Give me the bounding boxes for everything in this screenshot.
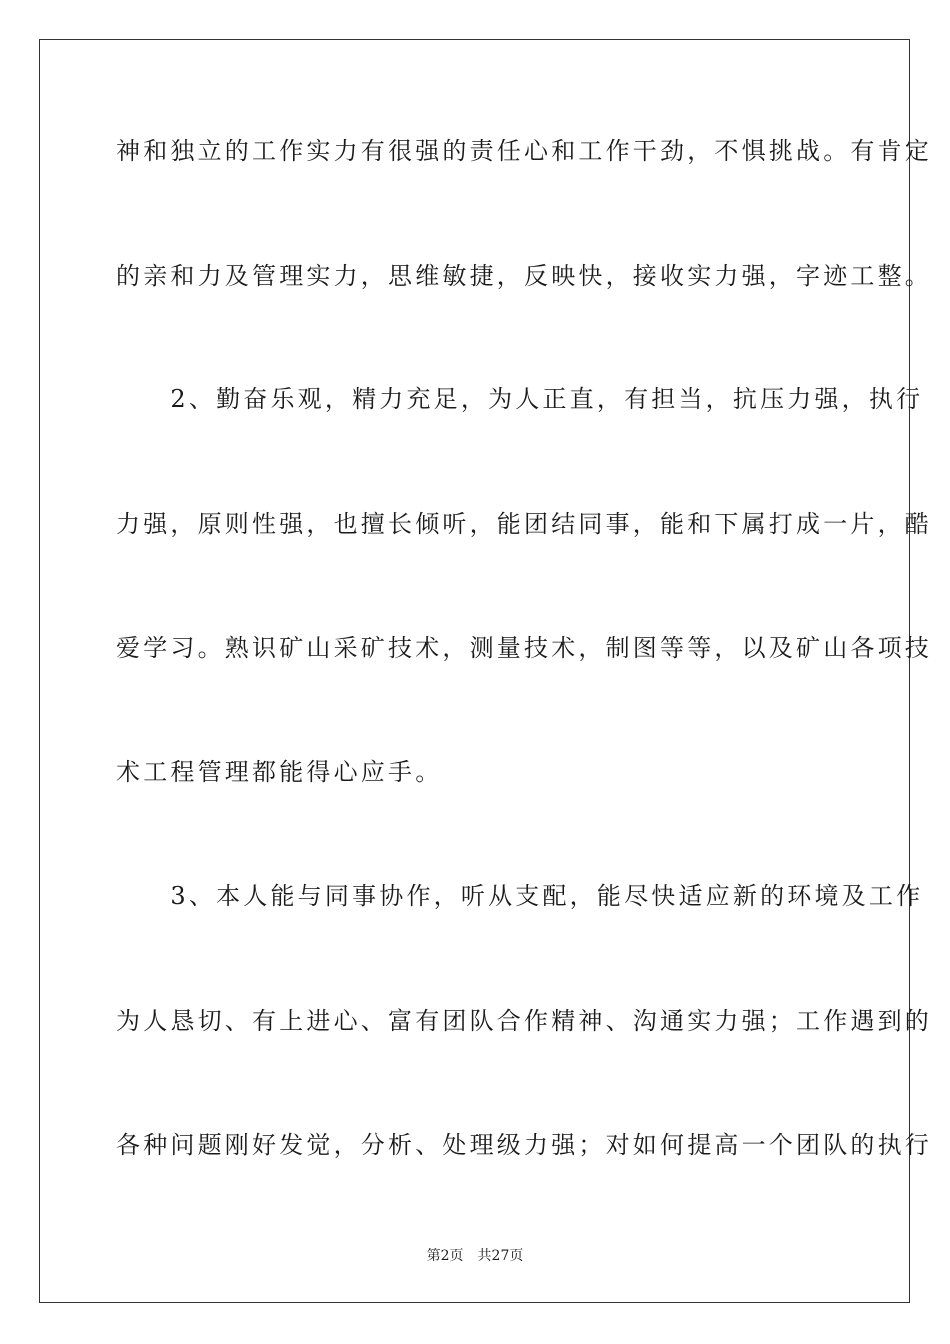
page-border <box>39 39 932 1303</box>
body-text-line-9: 各种问题刚好发觉，分析、处理级力强；对如何提高一个团队的执行 <box>116 1131 932 1159</box>
body-text-line-4: 力强，原则性强，也擅长倾听，能团结同事，能和下属打成一片，酷 <box>116 510 932 538</box>
current-page-number: 第2页 <box>426 1248 464 1264</box>
body-text-line-7: 3、本人能与同事协作，听从支配，能尽快适应新的环境及工作 <box>116 882 924 910</box>
body-text-line-2: 的亲和力及管理实力，思维敏捷，反映快，接收实力强，字迹工整。 <box>116 262 932 290</box>
body-text-line-6: 术工程管理都能得心应手。 <box>116 758 443 786</box>
body-text-line-3: 2、勤奋乐观，精力充足，为人正直，有担当，抗压力强，执行 <box>116 385 924 413</box>
body-text-line-8: 为人恳切、有上进心、富有团队合作精神、沟通实力强；工作遇到的 <box>116 1007 932 1035</box>
body-text-line-1: 神和独立的工作实力有很强的责任心和工作干劲，不惧挑战。有肯定 <box>116 137 932 165</box>
total-page-count: 共27页 <box>477 1248 524 1264</box>
page-footer <box>0 1246 950 1266</box>
body-text-line-5: 爱学习。熟识矿山采矿技术，测量技术，制图等等，以及矿山各项技 <box>116 634 932 662</box>
